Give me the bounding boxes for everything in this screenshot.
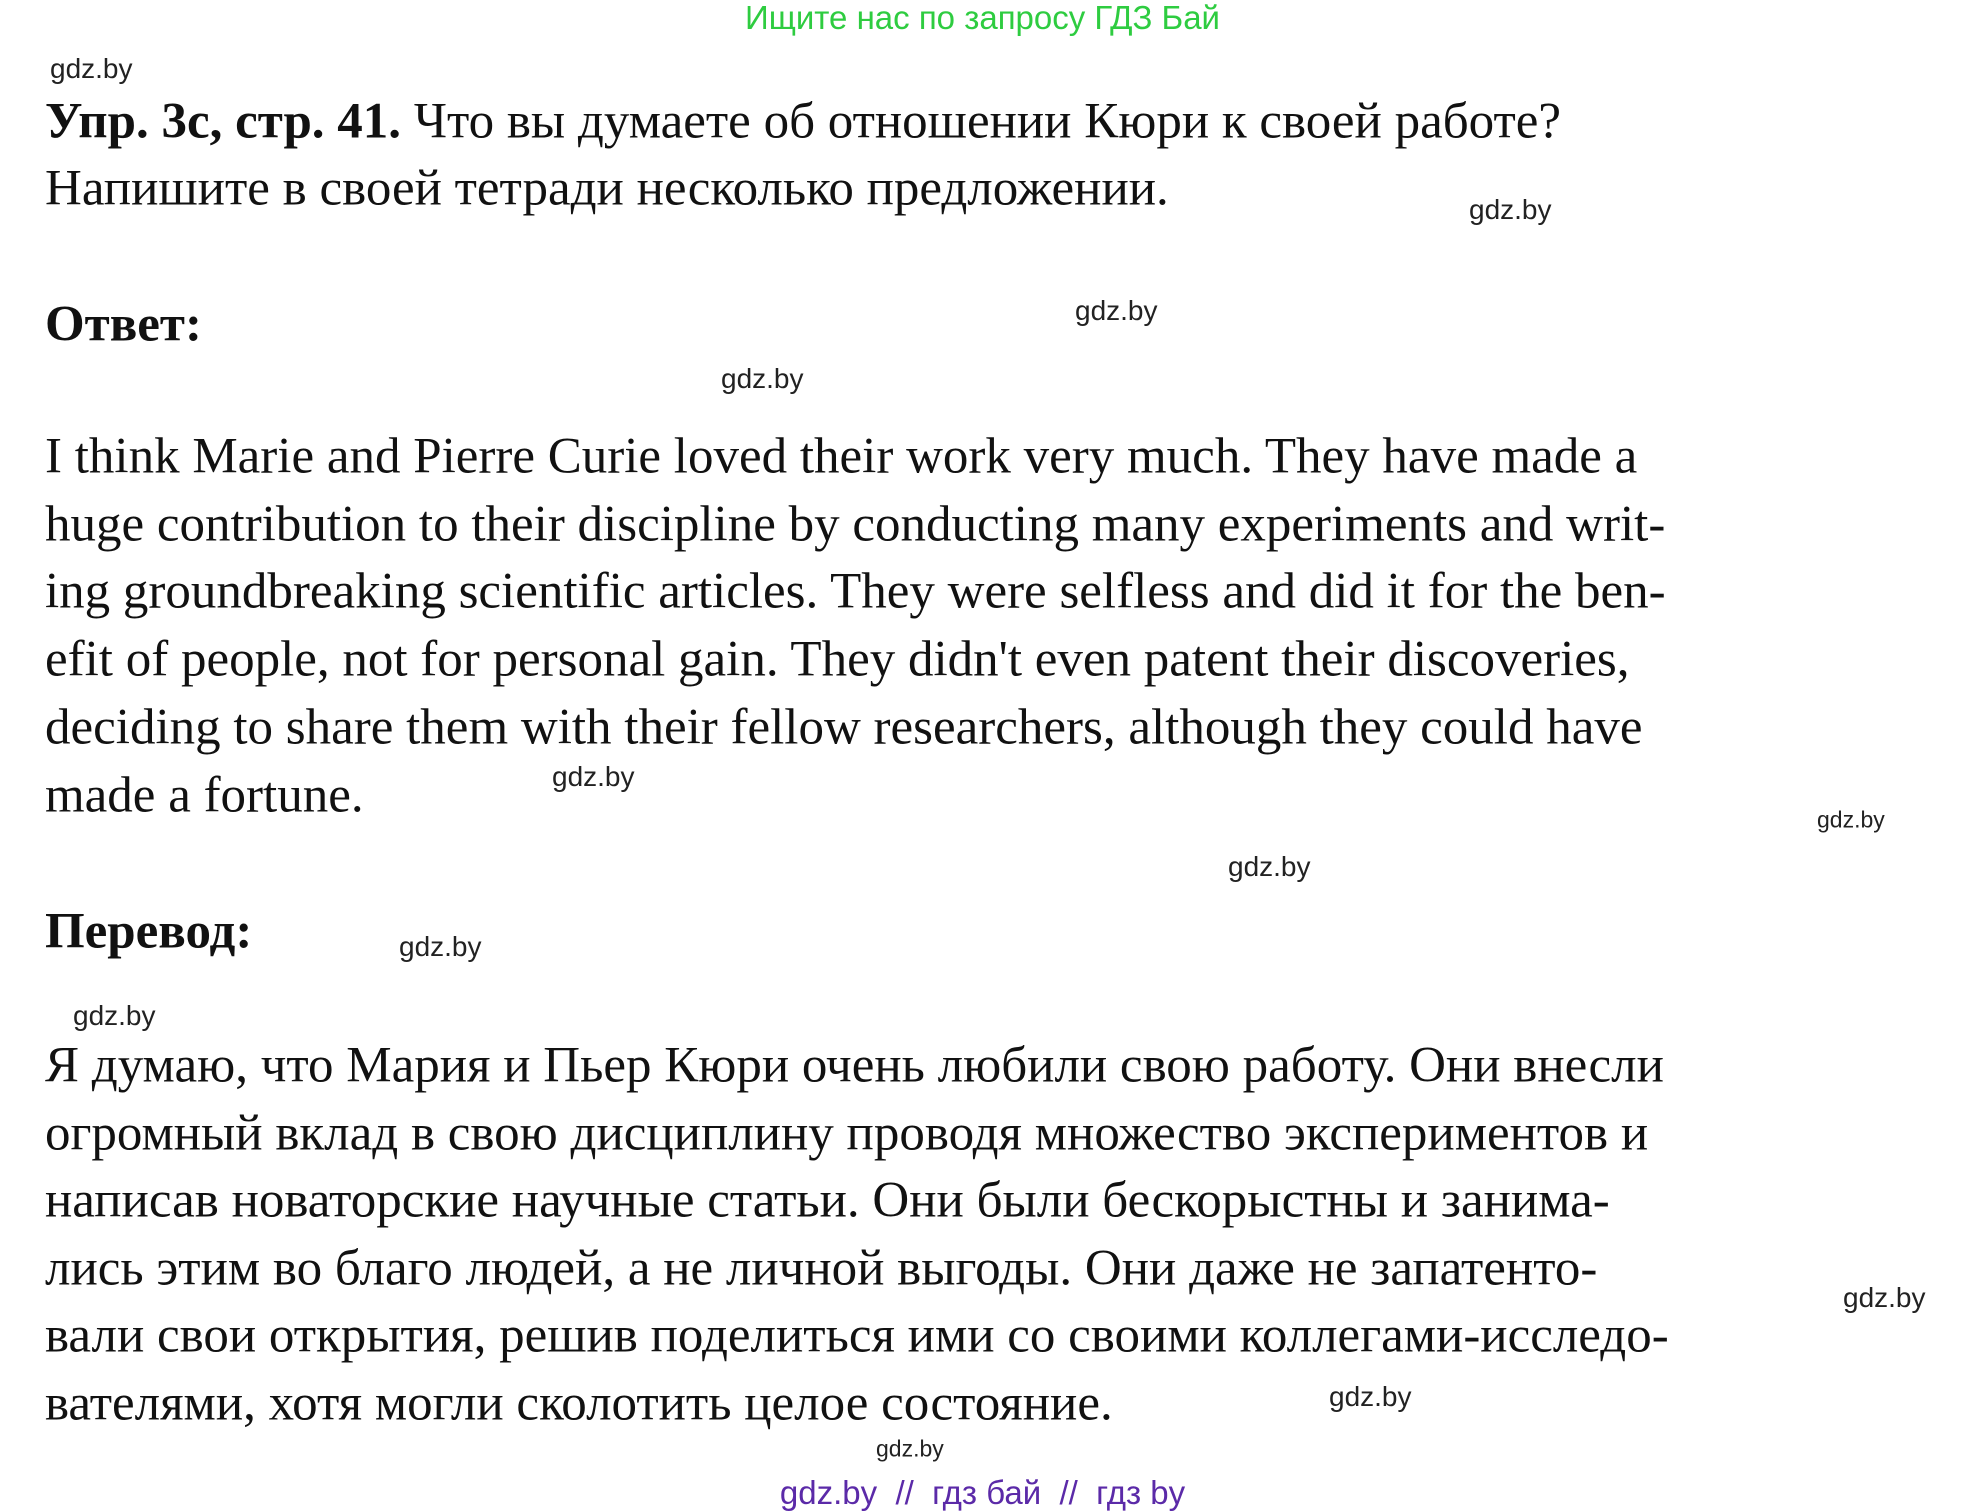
- watermark: gdz.by: [1329, 1381, 1412, 1412]
- translation-line: написав новаторские научные статьи. Они были бескорыстны и занима-: [45, 1172, 1610, 1229]
- answer-heading: Ответ:: [45, 296, 202, 353]
- translation-line: огромный вклад в свою дисциплину проводя множество экспериментов и: [45, 1105, 1649, 1162]
- answer-line: huge contribution to their discipline by conducting many experiments and writ-: [45, 496, 1666, 553]
- footer-links[interactable]: gdz.by // гдз бай // гдз by: [779, 1474, 1186, 1511]
- watermark: gdz.by: [1843, 1282, 1926, 1313]
- watermark: gdz.by: [50, 53, 133, 84]
- translation-line: Я думаю, что Мария и Пьер Кюри очень любили свою работу. Они внесли: [45, 1037, 1664, 1094]
- watermark: gdz.by: [1817, 806, 1885, 833]
- task-question: Что вы думаете об отношении Кюри к своей работе?: [401, 93, 1562, 150]
- watermark: gdz.by: [1075, 295, 1158, 326]
- task-line-2: Напишите в своей тетради несколько предложении.: [45, 160, 1169, 217]
- answer-line: I think Marie and Pierre Curie loved their work very much. They have made a: [45, 428, 1638, 485]
- search-banner: Ищите нас по запросу ГДЗ Бай: [745, 0, 1220, 36]
- watermark: gdz.by: [73, 1000, 156, 1031]
- answer-line: ing groundbreaking scientific articles. They were selfless and did it for the ben-: [45, 563, 1666, 620]
- translation-line: лись этим во благо людей, а не личной выгоды. Они даже не запатенто-: [45, 1240, 1598, 1297]
- task-line-1: [45, 93, 1562, 150]
- task-label: Упр. 3с, стр. 41.: [45, 93, 402, 150]
- watermark: gdz.by: [399, 931, 482, 962]
- watermark: gdz.by: [721, 363, 804, 394]
- translation-line: вали свои открытия, решив поделиться ими со своими коллегами-исследо-: [45, 1307, 1669, 1364]
- watermark: gdz.by: [552, 761, 635, 792]
- translation-line: вателями, хотя могли сколотить целое состояние.: [45, 1375, 1113, 1432]
- watermark: gdz.by: [1469, 194, 1552, 225]
- translation-heading: Перевод:: [45, 903, 253, 960]
- answer-line: deciding to share them with their fellow researchers, although they could have: [45, 699, 1643, 756]
- watermark: gdz.by: [876, 1435, 944, 1462]
- answer-line: made a fortune.: [45, 767, 364, 824]
- watermark: gdz.by: [1228, 851, 1311, 882]
- answer-line: efit of people, not for personal gain. They didn't even patent their discoveries,: [45, 631, 1630, 688]
